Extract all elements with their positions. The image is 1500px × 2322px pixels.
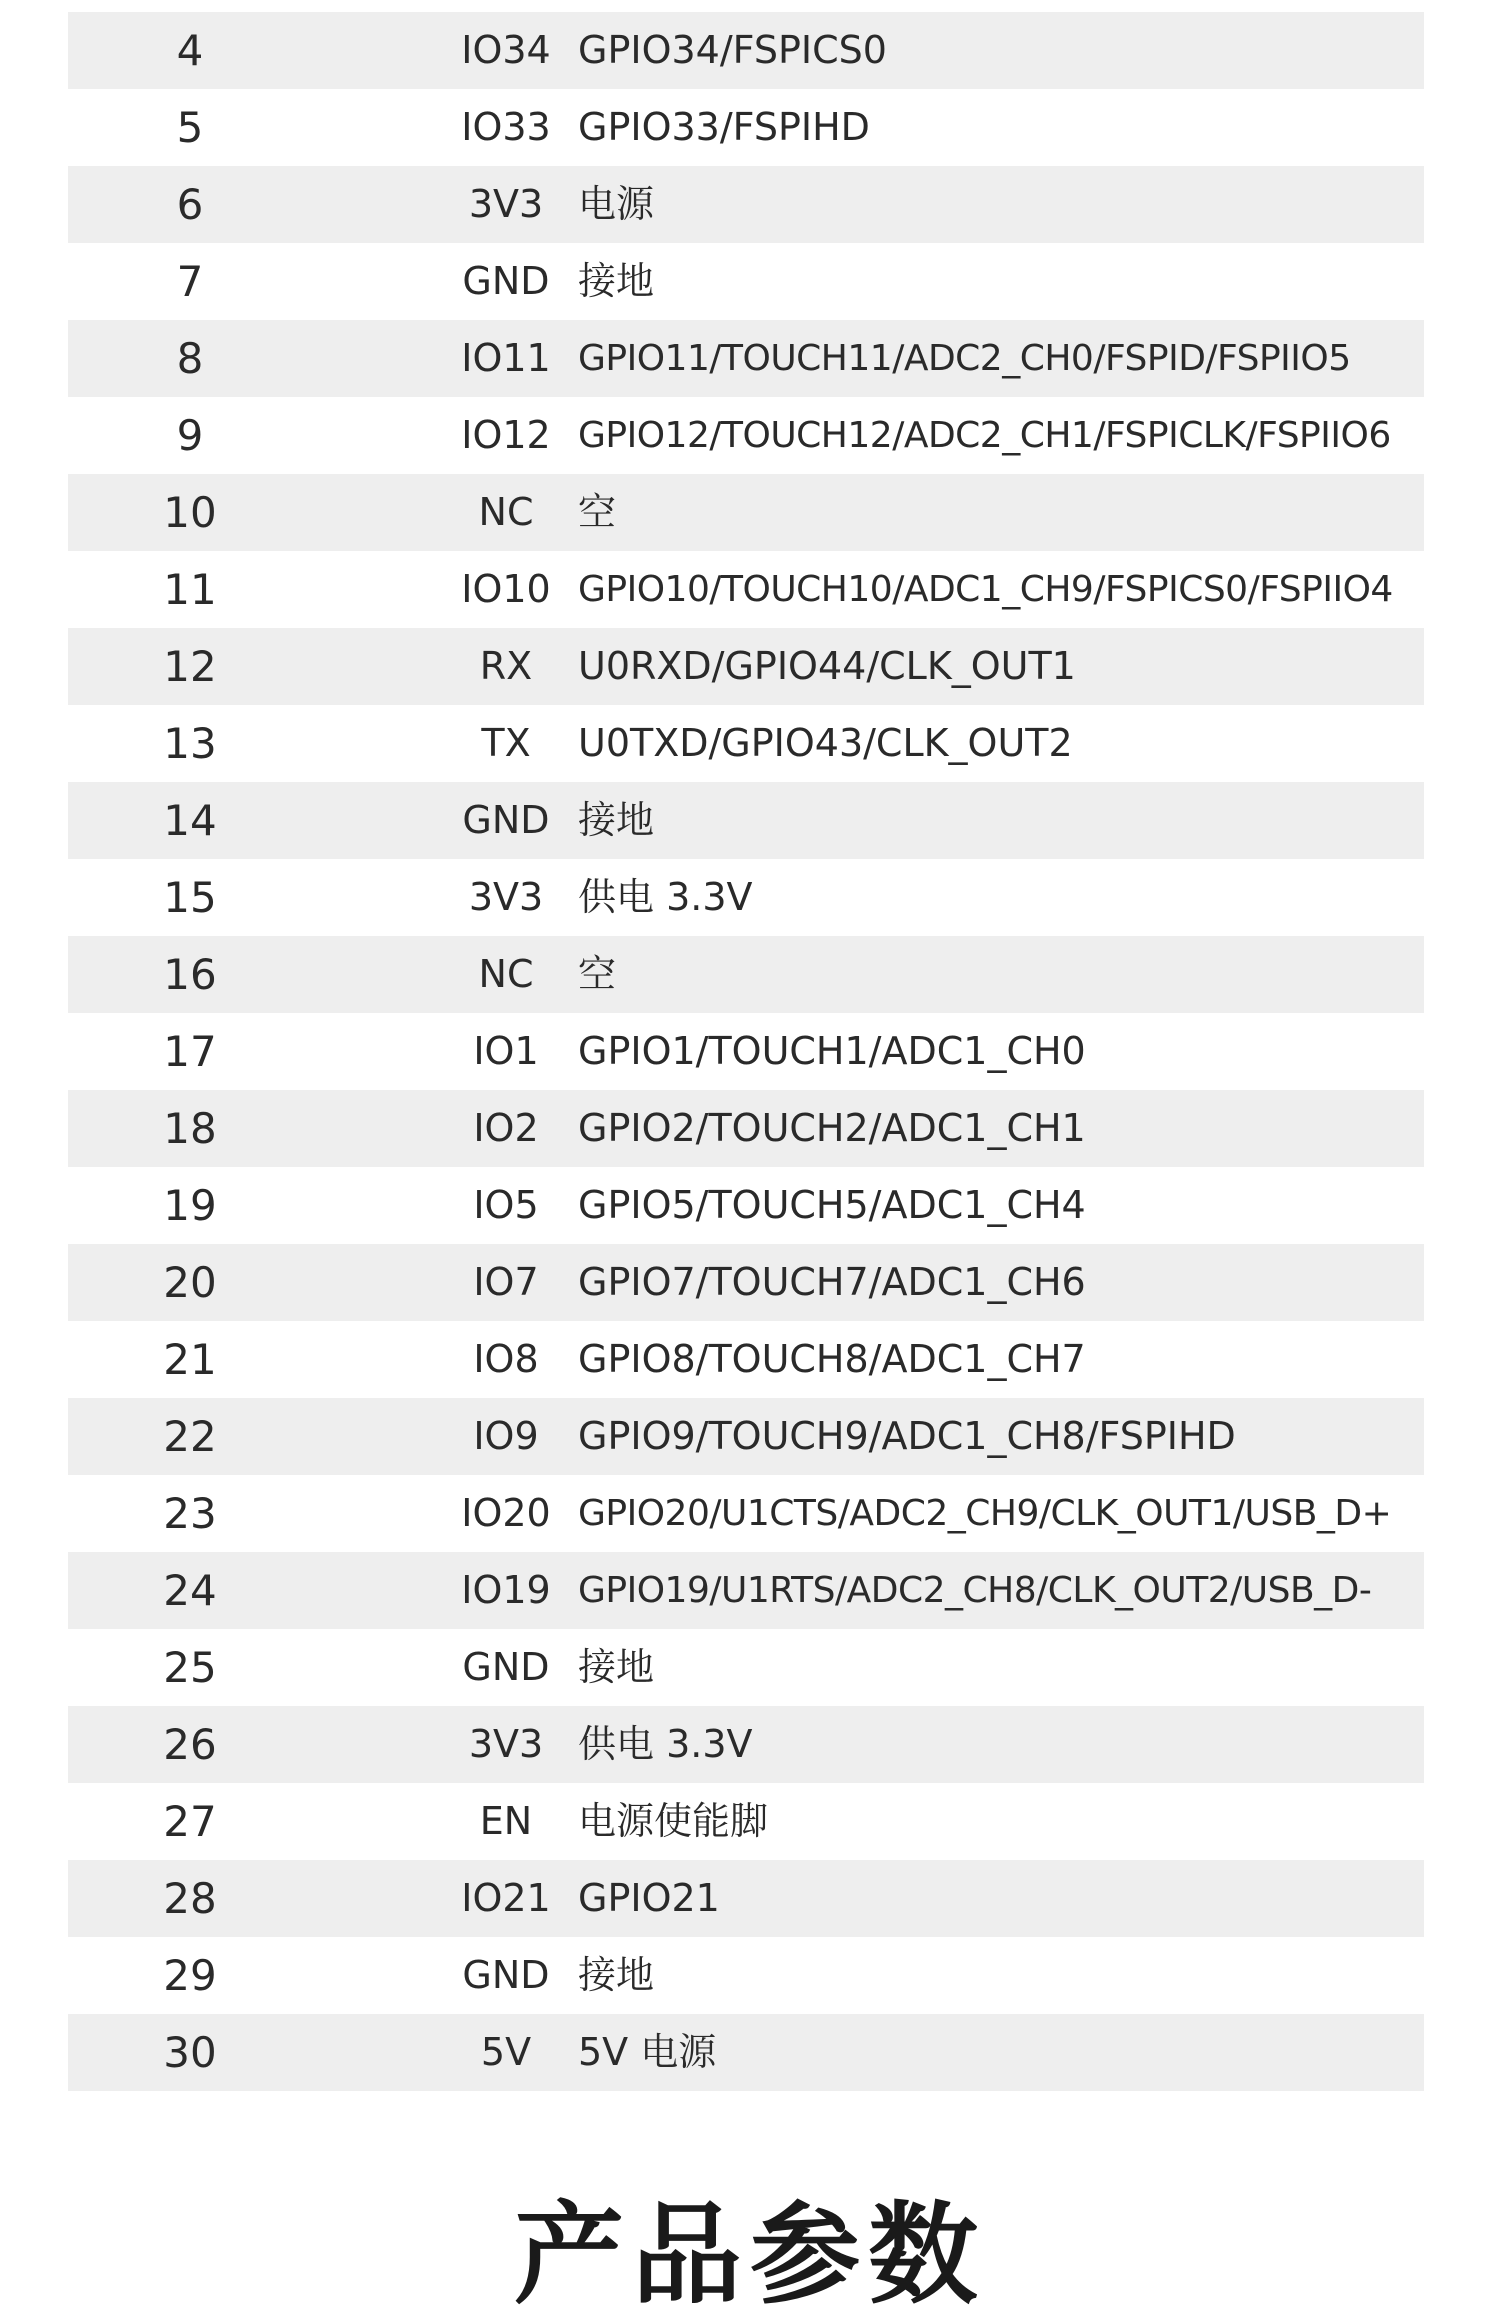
pin-name: GND [462, 259, 550, 303]
pin-name: IO10 [461, 567, 551, 611]
pin-name: 3V3 [468, 1722, 544, 1766]
pin-function: 接地 [578, 259, 655, 303]
pin-table [68, 12, 1424, 2091]
table-row [68, 12, 1424, 89]
pin-function: GPIO9/TOUCH9/ADC1_CH8/FSPIHD [578, 1414, 1236, 1458]
pin-number: 14 [163, 796, 217, 845]
pin-function: GPIO2/TOUCH2/ADC1_CH1 [578, 1106, 1086, 1150]
table-row [68, 1167, 1424, 1244]
pin-number: 7 [176, 257, 204, 306]
table-row [68, 1090, 1424, 1167]
pin-function: 电源 [578, 182, 655, 226]
table-row [68, 89, 1424, 166]
pin-name: IO9 [473, 1414, 539, 1458]
pin-function: 供电 3.3V [578, 875, 753, 919]
pin-number: 21 [163, 1335, 217, 1384]
pin-number: 16 [163, 950, 217, 999]
pin-function: GPIO33/FSPIHD [578, 105, 870, 149]
pin-name: IO21 [461, 1876, 551, 1920]
pin-name: TX [481, 721, 531, 765]
pin-number: 26 [163, 1720, 217, 1769]
table-row [68, 397, 1424, 474]
pin-number: 12 [163, 642, 217, 691]
pin-name: IO7 [473, 1260, 539, 1304]
table-row [68, 166, 1424, 243]
pin-function: 接地 [578, 1645, 655, 1689]
table-row [68, 1321, 1424, 1398]
pin-function: GPIO7/TOUCH7/ADC1_CH6 [578, 1260, 1086, 1304]
pin-number: 15 [163, 873, 217, 922]
pin-number: 6 [176, 180, 204, 229]
pin-name: 3V3 [468, 875, 544, 919]
pin-name: GND [462, 798, 550, 842]
pin-function: 接地 [578, 1953, 655, 1997]
table-row [68, 551, 1424, 628]
table-row [68, 1706, 1424, 1783]
pin-name: RX [479, 644, 533, 688]
pin-name: GND [462, 1953, 550, 1997]
pin-function: GPIO12/TOUCH12/ADC2_CH1/FSPICLK/FSPIIO6 [578, 415, 1391, 456]
pin-function: 5V 电源 [578, 2030, 717, 2074]
pin-number: 25 [163, 1643, 217, 1692]
pin-name: GND [462, 1645, 550, 1689]
table-row [68, 1475, 1424, 1552]
pin-name: NC [478, 952, 534, 996]
pin-function: GPIO21 [578, 1876, 720, 1920]
table-row [68, 1629, 1424, 1706]
pin-number: 22 [163, 1412, 217, 1461]
table-row [68, 474, 1424, 551]
pin-function: U0RXD/GPIO44/CLK_OUT1 [578, 644, 1076, 688]
pin-name: NC [478, 490, 534, 534]
pin-function: U0TXD/GPIO43/CLK_OUT2 [578, 721, 1073, 765]
table-row [68, 1783, 1424, 1860]
pin-number: 27 [163, 1797, 217, 1846]
pin-number: 17 [163, 1027, 217, 1076]
table-row [68, 628, 1424, 705]
table-row [68, 859, 1424, 936]
pin-function: GPIO10/TOUCH10/ADC1_CH9/FSPICS0/FSPIIO4 [578, 569, 1393, 610]
pin-number: 30 [163, 2028, 217, 2077]
pin-name: IO34 [461, 28, 551, 72]
pin-name: IO33 [461, 105, 551, 149]
pin-function: GPIO1/TOUCH1/ADC1_CH0 [578, 1029, 1086, 1073]
pin-function: GPIO11/TOUCH11/ADC2_CH0/FSPID/FSPIIO5 [578, 338, 1351, 379]
pin-number: 29 [163, 1951, 217, 2000]
pin-number: 28 [163, 1874, 217, 1923]
pin-function: 空 [578, 490, 617, 534]
table-row [68, 320, 1424, 397]
pin-number: 5 [176, 103, 204, 152]
table-row [68, 705, 1424, 782]
table-row [68, 936, 1424, 1013]
table-row [68, 1860, 1424, 1937]
pin-number: 20 [163, 1258, 217, 1307]
table-row [68, 2014, 1424, 2091]
pin-number: 10 [163, 488, 217, 537]
pin-name: IO2 [473, 1106, 539, 1150]
pin-number: 8 [176, 334, 204, 383]
pin-function: GPIO8/TOUCH8/ADC1_CH7 [578, 1337, 1086, 1381]
pin-name: IO19 [461, 1568, 551, 1612]
pin-number: 13 [163, 719, 217, 768]
pin-name: IO11 [461, 336, 551, 380]
section-title: 产品参数 [514, 2191, 986, 2319]
table-row [68, 782, 1424, 859]
table-row [68, 1013, 1424, 1090]
pin-name: EN [479, 1799, 533, 1843]
pin-function: GPIO5/TOUCH5/ADC1_CH4 [578, 1183, 1086, 1227]
pin-number: 11 [163, 565, 217, 614]
table-row [68, 1244, 1424, 1321]
table-row [68, 243, 1424, 320]
pin-name: 3V3 [468, 182, 544, 226]
pin-function: 电源使能脚 [578, 1799, 769, 1843]
pin-number: 4 [176, 26, 204, 75]
pin-name: IO1 [473, 1029, 539, 1073]
pin-number: 24 [163, 1566, 217, 1615]
pin-name: IO12 [461, 413, 551, 457]
pin-number: 9 [176, 411, 204, 460]
pin-function: GPIO19/U1RTS/ADC2_CH8/CLK_OUT2/USB_D- [578, 1570, 1372, 1611]
pin-number: 18 [163, 1104, 217, 1153]
table-row [68, 1937, 1424, 2014]
pin-number: 19 [163, 1181, 217, 1230]
pin-name: 5V [480, 2030, 532, 2074]
pin-name: IO20 [461, 1491, 551, 1535]
pin-number: 23 [163, 1489, 217, 1538]
pin-function: 空 [578, 952, 617, 996]
pin-function: 接地 [578, 798, 655, 842]
pin-function: GPIO20/U1CTS/ADC2_CH9/CLK_OUT1/USB_D+ [578, 1493, 1392, 1534]
pin-name: IO5 [473, 1183, 539, 1227]
pin-function: 供电 3.3V [578, 1722, 753, 1766]
pin-name: IO8 [473, 1337, 539, 1381]
table-row [68, 1398, 1424, 1475]
table-row [68, 1552, 1424, 1629]
pin-function: GPIO34/FSPICS0 [578, 28, 887, 72]
